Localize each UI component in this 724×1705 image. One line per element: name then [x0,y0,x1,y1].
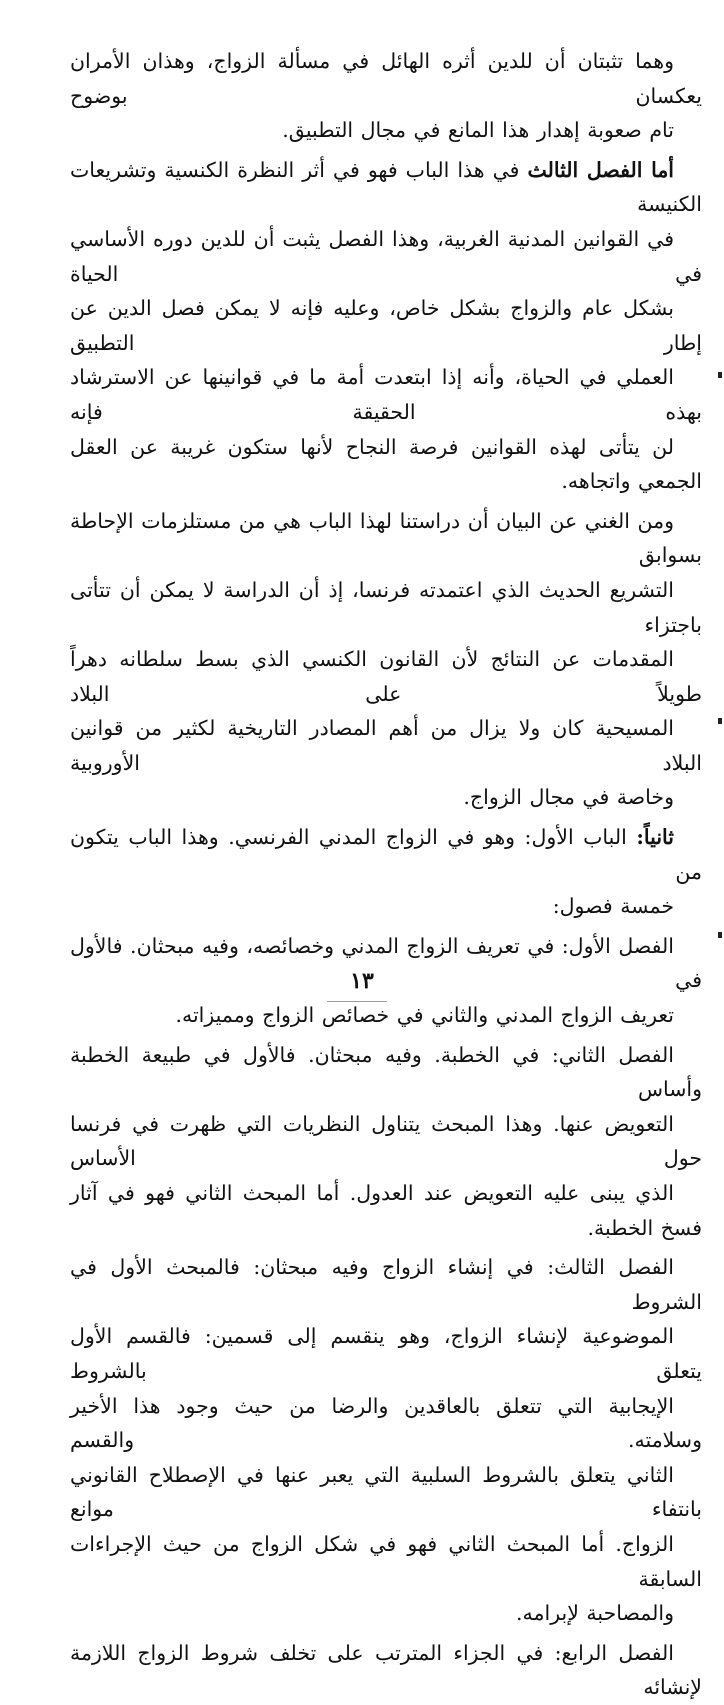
text-line [70,153,702,222]
text-line: العملي في الحياة، وأنه إذا ابتعدت أمة ما في قوانينها عن الاسترشاد بهذه الحقيقة فإنه [70,365,702,424]
text-line: الفصل الرابع: في الجزاء المترتب على تخلف شروط الزواج اللازمة لإنشائه [70,1640,702,1700]
paragraph-6 [70,1038,702,1246]
text-line: الثاني يتعلق بالشروط السلبية التي يعبر عنها في الإصطلاح القانوني بانتفاء موانع [70,1462,702,1522]
text-line: التعويض عنها. وهذا المبحث يتناول النظريات التي ظهرت في فرنسا حول الأساس [70,1111,702,1171]
text-line: وهما تثبتان أن للدين أثره الهائل في مسألة الزواج، وهذان الأمران يعكسان بوضوح [70,49,702,108]
text-line: والمصاحبة لإبرامه. [516,1601,674,1626]
text-line: بشكل عام والزواج بشكل خاص، وعليه فإنه لا يمكن فصل الدين عن إطار التطبيق [70,296,702,355]
text-line: في القوانين المدنية الغربية، وهذا الفصل يثبت أن للدين دوره الأساسي في الحياة [70,226,702,286]
text-line: لن يتأتى لهذه القوانين فرصة النجاح لأنها ستكون غريبة عن العقل الجمعي واتجاهه. [70,434,702,494]
paragraph-2 [70,153,702,499]
paragraph-7 [70,1250,702,1631]
text-line: الفصل الثاني: في الخطبة. وفيه مبحثان. فالأول في طبيعة الخطبة وأساس [70,1042,702,1102]
section-lead: أما الفصل الثالث [527,157,675,182]
paragraph-3 [70,504,702,815]
document-page [70,44,702,1705]
text-line: الموضوعية لإنشاء الزواج، وهو ينقسم إلى قسمين: فالقسم الأول يتعلق بالشروط [70,1324,702,1383]
text-line: المقدمات عن النتائج لأن القانون الكنسي الذي بسط سلطانه دهراً طويلاً على البلاد [70,647,702,706]
text-line: التشريع الحديث الذي اعتمدته فرنسا، إذ أن الدراسة لا يمكن أن تتأتى باجتزاء [70,577,702,637]
text-line: الزواج. أما المبحث الثاني فهو في شكل الزواج من حيث الإجراءات السابقة [70,1531,702,1591]
text-line: تعريف الزواج المدني والثاني في خصائص الزواج ومميزاته. [175,1003,674,1028]
section-lead: ثانياً: [636,825,674,850]
text-line: المسيحية كان ولا يزال من أهم المصادر التاريخية لكثير من قوانين البلاد الأوروبية [70,716,702,775]
margin-mark [718,718,722,724]
paragraph-4 [70,820,702,924]
page-number: ١٣ [350,968,374,994]
page-number-underline [327,1001,387,1002]
text-fragment: الباب الأول: وهو في الزواج المدني الفرنسي. وهذا الباب يتكون من [70,825,702,884]
text-line: وخاصة في مجال الزواج. [463,785,674,810]
margin-mark [718,932,722,938]
margin-mark [718,372,722,378]
text-line: الإيجابية التي تتعلق بالعاقدين والرضا من حيث وجود هذا الأخير وسلامته. والقسم [70,1393,702,1453]
text-fragment: في هذا الباب فهو في أثر النظرة الكنسية وتشريعات الكنيسة [70,157,702,217]
paragraph-8 [70,1636,702,1705]
text-line: ومن الغني عن البيان أن دراستنا لهذا الباب هي من مستلزمات الإحاطة بسوابق [70,508,702,568]
text-line: الفصل الأول: في تعريف الزواج المدني وخصائصه، وفيه مبحثان. فالأول في [70,933,702,993]
text-line: الذي يبنى عليه التعويض عند العدول. أما المبحث الثاني فهو في آثار فسخ الخطبة. [70,1181,702,1240]
text-line: الفصل الثالث: في إنشاء الزواج وفيه مبحثان: فالمبحث الأول في الشروط [70,1255,702,1314]
paragraph-1 [70,44,702,148]
text-line [70,820,702,889]
text-line: خمسة فصول: [552,894,674,919]
text-line: تام صعوبة إهدار هذا المانع في مجال التطبيق. [282,118,674,143]
